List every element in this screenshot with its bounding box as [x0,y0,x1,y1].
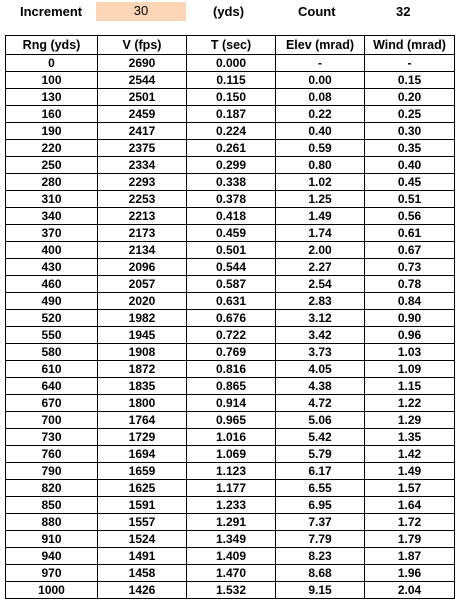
count-label: Count [298,4,336,19]
cell-time: 0.000 [187,55,276,72]
cell-range: 520 [6,310,98,327]
cell-velocity: 1800 [98,395,187,412]
cell-velocity: 2544 [98,72,187,89]
cell-wind: 0.84 [365,293,455,310]
table-row [6,55,455,72]
cell-range: 670 [6,395,98,412]
cell-elevation: 6.17 [276,463,365,480]
cell-elevation: 5.42 [276,429,365,446]
table-row [6,378,455,395]
cell-range: 490 [6,293,98,310]
table-row [6,497,455,514]
cell-wind: 1.29 [365,412,455,429]
cell-wind: 0.90 [365,310,455,327]
cell-velocity: 1694 [98,446,187,463]
cell-range: 700 [6,412,98,429]
cell-wind: 0.20 [365,89,455,106]
table-row [6,327,455,344]
cell-time: 1.470 [187,565,276,582]
cell-time: 0.150 [187,89,276,106]
table-row [6,259,455,276]
cell-elevation: 2.27 [276,259,365,276]
cell-elevation: 4.72 [276,395,365,412]
table-row [6,89,455,106]
cell-wind: 1.15 [365,378,455,395]
cell-elevation: 2.54 [276,276,365,293]
cell-range: 310 [6,191,98,208]
cell-velocity: 2173 [98,225,187,242]
table-row [6,548,455,565]
cell-wind: 0.61 [365,225,455,242]
cell-velocity: 1458 [98,565,187,582]
cell-range: 130 [6,89,98,106]
header-wind: Wind (mrad) [365,36,455,55]
cell-time: 0.299 [187,157,276,174]
table-row [6,242,455,259]
cell-wind: 1.64 [365,497,455,514]
cell-velocity: 1872 [98,361,187,378]
cell-time: 0.722 [187,327,276,344]
table-row [6,106,455,123]
cell-velocity: 2213 [98,208,187,225]
cell-range: 190 [6,123,98,140]
cell-time: 0.544 [187,259,276,276]
cell-elevation: 3.73 [276,344,365,361]
cell-wind: 0.51 [365,191,455,208]
cell-velocity: 1945 [98,327,187,344]
table-row [6,480,455,497]
cell-range: 820 [6,480,98,497]
cell-time: 0.631 [187,293,276,310]
table-row [6,531,455,548]
cell-elevation: 5.06 [276,412,365,429]
cell-elevation: 7.37 [276,514,365,531]
table-row [6,565,455,582]
cell-velocity: 1557 [98,514,187,531]
cell-velocity: 2096 [98,259,187,276]
cell-time: 0.769 [187,344,276,361]
cell-elevation: 0.59 [276,140,365,157]
cell-elevation: 2.83 [276,293,365,310]
cell-range: 250 [6,157,98,174]
cell-range: 760 [6,446,98,463]
table-row [6,412,455,429]
cell-range: 100 [6,72,98,89]
table-row [6,361,455,378]
cell-elevation: 0.08 [276,89,365,106]
cell-wind: 0.30 [365,123,455,140]
cell-velocity: 1591 [98,497,187,514]
cell-wind: 1.72 [365,514,455,531]
cell-range: 940 [6,548,98,565]
cell-time: 0.965 [187,412,276,429]
cell-range: 610 [6,361,98,378]
cell-velocity: 2134 [98,242,187,259]
cell-elevation: 9.15 [276,582,365,599]
cell-velocity: 1835 [98,378,187,395]
cell-time: 1.291 [187,514,276,531]
cell-velocity: 2375 [98,140,187,157]
cell-wind: 0.15 [365,72,455,89]
cell-wind: 0.67 [365,242,455,259]
cell-velocity: 2690 [98,55,187,72]
cell-wind: 0.40 [365,157,455,174]
cell-elevation: 3.42 [276,327,365,344]
cell-range: 730 [6,429,98,446]
cell-elevation: 0.40 [276,123,365,140]
table-body [6,55,455,599]
ballistics-table [5,35,455,599]
cell-wind: 0.25 [365,106,455,123]
cell-elevation: 6.95 [276,497,365,514]
header-elevation: Elev (mrad) [276,36,365,55]
cell-wind: 1.96 [365,565,455,582]
table-row [6,191,455,208]
cell-time: 1.016 [187,429,276,446]
cell-time: 0.378 [187,191,276,208]
cell-wind: 1.87 [365,548,455,565]
cell-wind: 1.09 [365,361,455,378]
cell-elevation: 0.22 [276,106,365,123]
cell-time: 1.532 [187,582,276,599]
cell-time: 0.587 [187,276,276,293]
cell-range: 910 [6,531,98,548]
cell-range: 370 [6,225,98,242]
table-row [6,310,455,327]
table-row [6,276,455,293]
cell-wind: 2.04 [365,582,455,599]
cell-range: 790 [6,463,98,480]
cell-range: 0 [6,55,98,72]
cell-time: 1.349 [187,531,276,548]
cell-elevation: 4.05 [276,361,365,378]
cell-range: 460 [6,276,98,293]
cell-wind: 1.79 [365,531,455,548]
table-row [6,225,455,242]
table-row [6,429,455,446]
table-row [6,395,455,412]
cell-velocity: 1908 [98,344,187,361]
table-row [6,140,455,157]
cell-velocity: 1426 [98,582,187,599]
cell-elevation: 1.25 [276,191,365,208]
cell-time: 0.816 [187,361,276,378]
cell-velocity: 1659 [98,463,187,480]
cell-wind: 1.49 [365,463,455,480]
table-row [6,582,455,599]
cell-wind: 0.73 [365,259,455,276]
cell-wind: 1.22 [365,395,455,412]
cell-velocity: 2020 [98,293,187,310]
cell-velocity: 1625 [98,480,187,497]
cell-time: 0.261 [187,140,276,157]
cell-range: 280 [6,174,98,191]
increment-input[interactable]: 30 [96,2,186,21]
cell-time: 0.501 [187,242,276,259]
count-value: 32 [396,4,411,19]
cell-wind: 0.78 [365,276,455,293]
cell-velocity: 1764 [98,412,187,429]
cell-range: 340 [6,208,98,225]
cell-elevation: 1.49 [276,208,365,225]
table-header-row [6,36,455,55]
cell-time: 0.418 [187,208,276,225]
cell-wind: 1.42 [365,446,455,463]
cell-velocity: 2459 [98,106,187,123]
cell-time: 0.115 [187,72,276,89]
cell-range: 640 [6,378,98,395]
table-row [6,446,455,463]
cell-time: 0.224 [187,123,276,140]
table-row [6,463,455,480]
cell-wind: - [365,55,455,72]
cell-range: 430 [6,259,98,276]
cell-time: 0.865 [187,378,276,395]
table-row [6,72,455,89]
cell-elevation: 1.02 [276,174,365,191]
cell-range: 580 [6,344,98,361]
cell-time: 0.914 [187,395,276,412]
cell-velocity: 2293 [98,174,187,191]
cell-range: 220 [6,140,98,157]
header-velocity: V (fps) [98,36,187,55]
cell-elevation: 2.00 [276,242,365,259]
cell-time: 0.338 [187,174,276,191]
cell-time: 1.123 [187,463,276,480]
cell-time: 0.187 [187,106,276,123]
cell-range: 160 [6,106,98,123]
cell-elevation: 0.80 [276,157,365,174]
cell-velocity: 2057 [98,276,187,293]
cell-wind: 1.03 [365,344,455,361]
cell-range: 880 [6,514,98,531]
cell-time: 1.233 [187,497,276,514]
cell-time: 0.676 [187,310,276,327]
table-row [6,208,455,225]
cell-elevation: 3.12 [276,310,365,327]
cell-velocity: 2417 [98,123,187,140]
cell-time: 1.409 [187,548,276,565]
table-row [6,344,455,361]
cell-elevation: 8.68 [276,565,365,582]
cell-elevation: 7.79 [276,531,365,548]
cell-velocity: 2334 [98,157,187,174]
cell-range: 850 [6,497,98,514]
cell-elevation: 5.79 [276,446,365,463]
cell-time: 1.177 [187,480,276,497]
cell-elevation: 6.55 [276,480,365,497]
cell-wind: 1.35 [365,429,455,446]
cell-time: 1.069 [187,446,276,463]
cell-wind: 0.56 [365,208,455,225]
increment-unit-label: (yds) [213,4,245,19]
cell-wind: 0.35 [365,140,455,157]
cell-range: 550 [6,327,98,344]
cell-elevation: - [276,55,365,72]
cell-velocity: 2253 [98,191,187,208]
cell-wind: 0.96 [365,327,455,344]
increment-label: Increment [20,4,83,19]
cell-wind: 0.45 [365,174,455,191]
header-time: T (sec) [187,36,276,55]
cell-velocity: 1982 [98,310,187,327]
header-range: Rng (yds) [6,36,98,55]
cell-elevation: 0.00 [276,72,365,89]
cell-velocity: 2501 [98,89,187,106]
cell-velocity: 1491 [98,548,187,565]
cell-range: 1000 [6,582,98,599]
cell-range: 400 [6,242,98,259]
table-row [6,157,455,174]
cell-elevation: 8.23 [276,548,365,565]
controls-bar [0,0,461,24]
table-row [6,293,455,310]
table-row [6,123,455,140]
cell-time: 0.459 [187,225,276,242]
cell-wind: 1.57 [365,480,455,497]
cell-velocity: 1729 [98,429,187,446]
cell-elevation: 1.74 [276,225,365,242]
table-row [6,514,455,531]
cell-range: 970 [6,565,98,582]
cell-velocity: 1524 [98,531,187,548]
cell-elevation: 4.38 [276,378,365,395]
table-row [6,174,455,191]
